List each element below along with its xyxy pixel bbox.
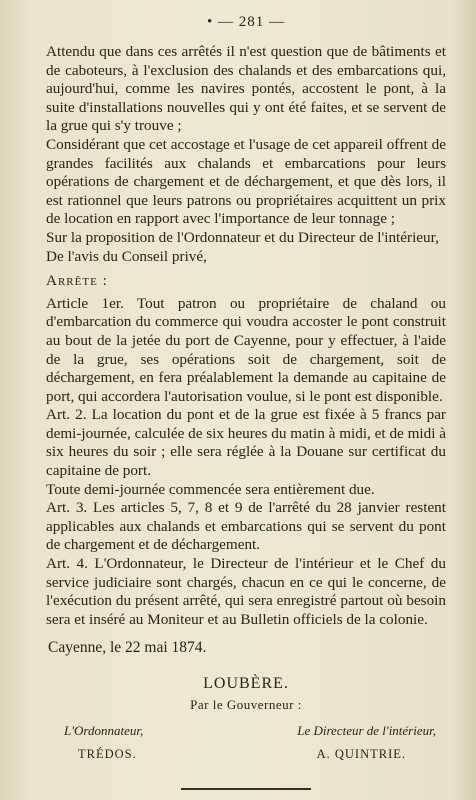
article-1: Article 1er. Tout patron ou propriétaire de chaland ou d'embarcation du commerce qui voudra accoster le pont construit au bout de la jetée du port de Cayenne, pour y effectuer, à l'aide de la grue, ses opérations soit de chargement, soit de déchargement, en fera préalablement la demande au capitaine de port, qui accordera l'autorisation voulue, si le pont est disponible. xyxy=(46,294,446,405)
signatory-left-title: L'Ordonnateur, xyxy=(64,723,144,739)
article-3: Art. 3. Les articles 5, 7, 8 et 9 de l'arrêté du 28 janvier restent applicables aux chalands et embarcations qui se servent du pont de chargement et de déchargement. xyxy=(46,499,446,554)
signatory-right xyxy=(297,723,446,762)
article-2: Art. 2. La location du pont et de la grue est fixée à 5 francs par demi-journée, calculée de six heures du matin à midi, et de midi à six heures du soir ; elle sera réglée à la Douane sur certificat du capitaine de port. xyxy=(46,406,446,480)
paragraph-attendu: Attendu que dans ces arrêtés il n'est question que de bâtiments et de caboteurs, à l'exclusion des chalands et des embarcations qui, aujourd'hui, comme les navires pontés, accostent le pont, à la suite d'installations nouvelles qui y ont été faites, et se servent de la grue qui s'y trouve ; xyxy=(46,43,446,135)
arrete-heading: Arrête : xyxy=(46,272,108,290)
closing-rule xyxy=(181,788,311,790)
signatories-row xyxy=(46,723,446,762)
signatory-left xyxy=(46,723,143,762)
signatory-right-name: A. QUINTRIE. xyxy=(316,747,406,762)
par-le-gouverneur: Par le Gouverneur : xyxy=(190,697,302,713)
signatory-left-name: TRÉDOS. xyxy=(78,747,137,762)
signature-block xyxy=(46,639,446,790)
governor-name: LOUBÈRE. xyxy=(203,675,289,693)
paragraph-avis: De l'avis du Conseil privé, xyxy=(46,247,207,265)
signatory-right-title: Le Directeur de l'intérieur, xyxy=(297,723,436,739)
place-date: Cayenne, le 22 mai 1874. xyxy=(48,639,207,657)
page-number: • — 281 — xyxy=(206,14,285,30)
paragraph-considerant: Considérant que cet accostage et l'usage de cet appareil offrent de grandes facilités aux chalands et embarcations pour leurs opérations de chargement et de déchargement, et que dès lors, il est rationnel que leurs patrons ou propriétaires acquittent un prix de location en rapport avec l'importance de leur tonnage ; xyxy=(46,135,446,228)
article-2-note: Toute demi-journée commencée sera entièrement due. xyxy=(46,480,375,498)
article-4: Art. 4. L'Ordonnateur, le Directeur de l'intérieur et le Chef du service judiciaire sont chargés, chacun en ce qui le concerne, de l'exécution du présent arrêté, qui sera enregistré partout où besoin sera et inséré au Moniteur et au Bulletin officiels de la colonie. xyxy=(46,555,446,628)
body-text xyxy=(46,43,446,629)
paragraph-proposition: Sur la proposition de l'Ordonnateur et du Directeur de l'intérieur, xyxy=(46,228,439,246)
